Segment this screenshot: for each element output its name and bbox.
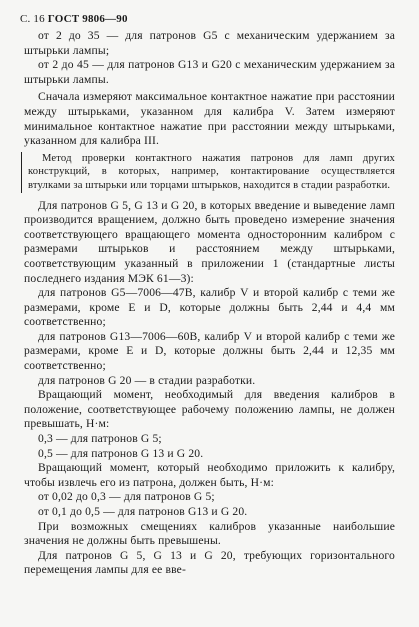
paragraph: для патронов G5—7006—47В, калибр V и второй калибр с теми же размерами, кроме E и D, которые должны быть 2,44 и 4,4 мм соответственно; xyxy=(24,286,395,329)
note-block xyxy=(21,152,395,193)
paragraph: Для патронов G 5, G 13 и G 20, требующих горизонтального перемещения лампы для ее вве- xyxy=(24,548,395,577)
paragraph: 0,5 — для патронов G 13 и G 20. xyxy=(38,446,204,460)
page-header xyxy=(20,12,395,26)
paragraph: для патронов G13—7006—60В, калибр V и второй калибр с теми же размерами, кроме E и D, которые должны быть 2,44 и 12,35 мм соответственно; xyxy=(24,329,395,373)
page-number: С. 16 xyxy=(20,13,45,25)
paragraph: от 0,02 до 0,3 — для патронов G 5; xyxy=(38,490,215,504)
paragraph: от 2 до 45 — для патронов G13 и G20 с механическим удержанием за штырьки лампы. xyxy=(24,58,395,86)
standard-code: ГОСТ 9806—90 xyxy=(47,13,128,25)
paragraph: от 0,1 до 0,5 — для патронов G13 и G 20. xyxy=(38,505,248,518)
paragraph: для патронов G 20 — в стадии разработки. xyxy=(38,373,256,387)
paragraph: При возможных смещениях калибров указанные наибольшие значения не должны быть превышены. xyxy=(24,519,395,548)
paragraph: Для патронов G 5, G 13 и G 20, в которых введение и выведение ламп производится вращением, должно быть проведено измерение значения соответствующего вращающего момента односторонним калибром с размерами штырьков и расстоянием между штырьками, соответствующим указанный в приложении 1 (стандартные листы последнего издания МЭК 61—3): xyxy=(24,198,395,285)
paragraph: Вращающий момент, который необходимо приложить к калибру, чтобы извлечь его из патрона, должен быть, Н·м: xyxy=(24,461,395,489)
paragraph: от 2 до 35 — для патронов G5 с механическим удержанием за штырьки лампы; xyxy=(24,29,395,57)
paragraph: Вращающий момент, необходимый для введения калибров в положение, соответствующее рабочему положению лампы, не должен превышать, Н·м: xyxy=(24,388,395,431)
note-paragraph: Метод проверки контактного нажатия патронов для ламп других конструкций, в которых, например, контактирование осуществляется втулками за штырьки или торцами штырьков, находится в стадии разработки. xyxy=(28,152,395,191)
paragraph: 0,3 — для патронов G 5; xyxy=(38,432,162,446)
paragraph: Сначала измеряют максимальное контактное нажатие при расстоянии между штырьками, указанном для калибра V. Затем измеряют минимальное контактное нажатие при расстоянии между штырьками, указанном для калибра III. xyxy=(24,90,395,148)
